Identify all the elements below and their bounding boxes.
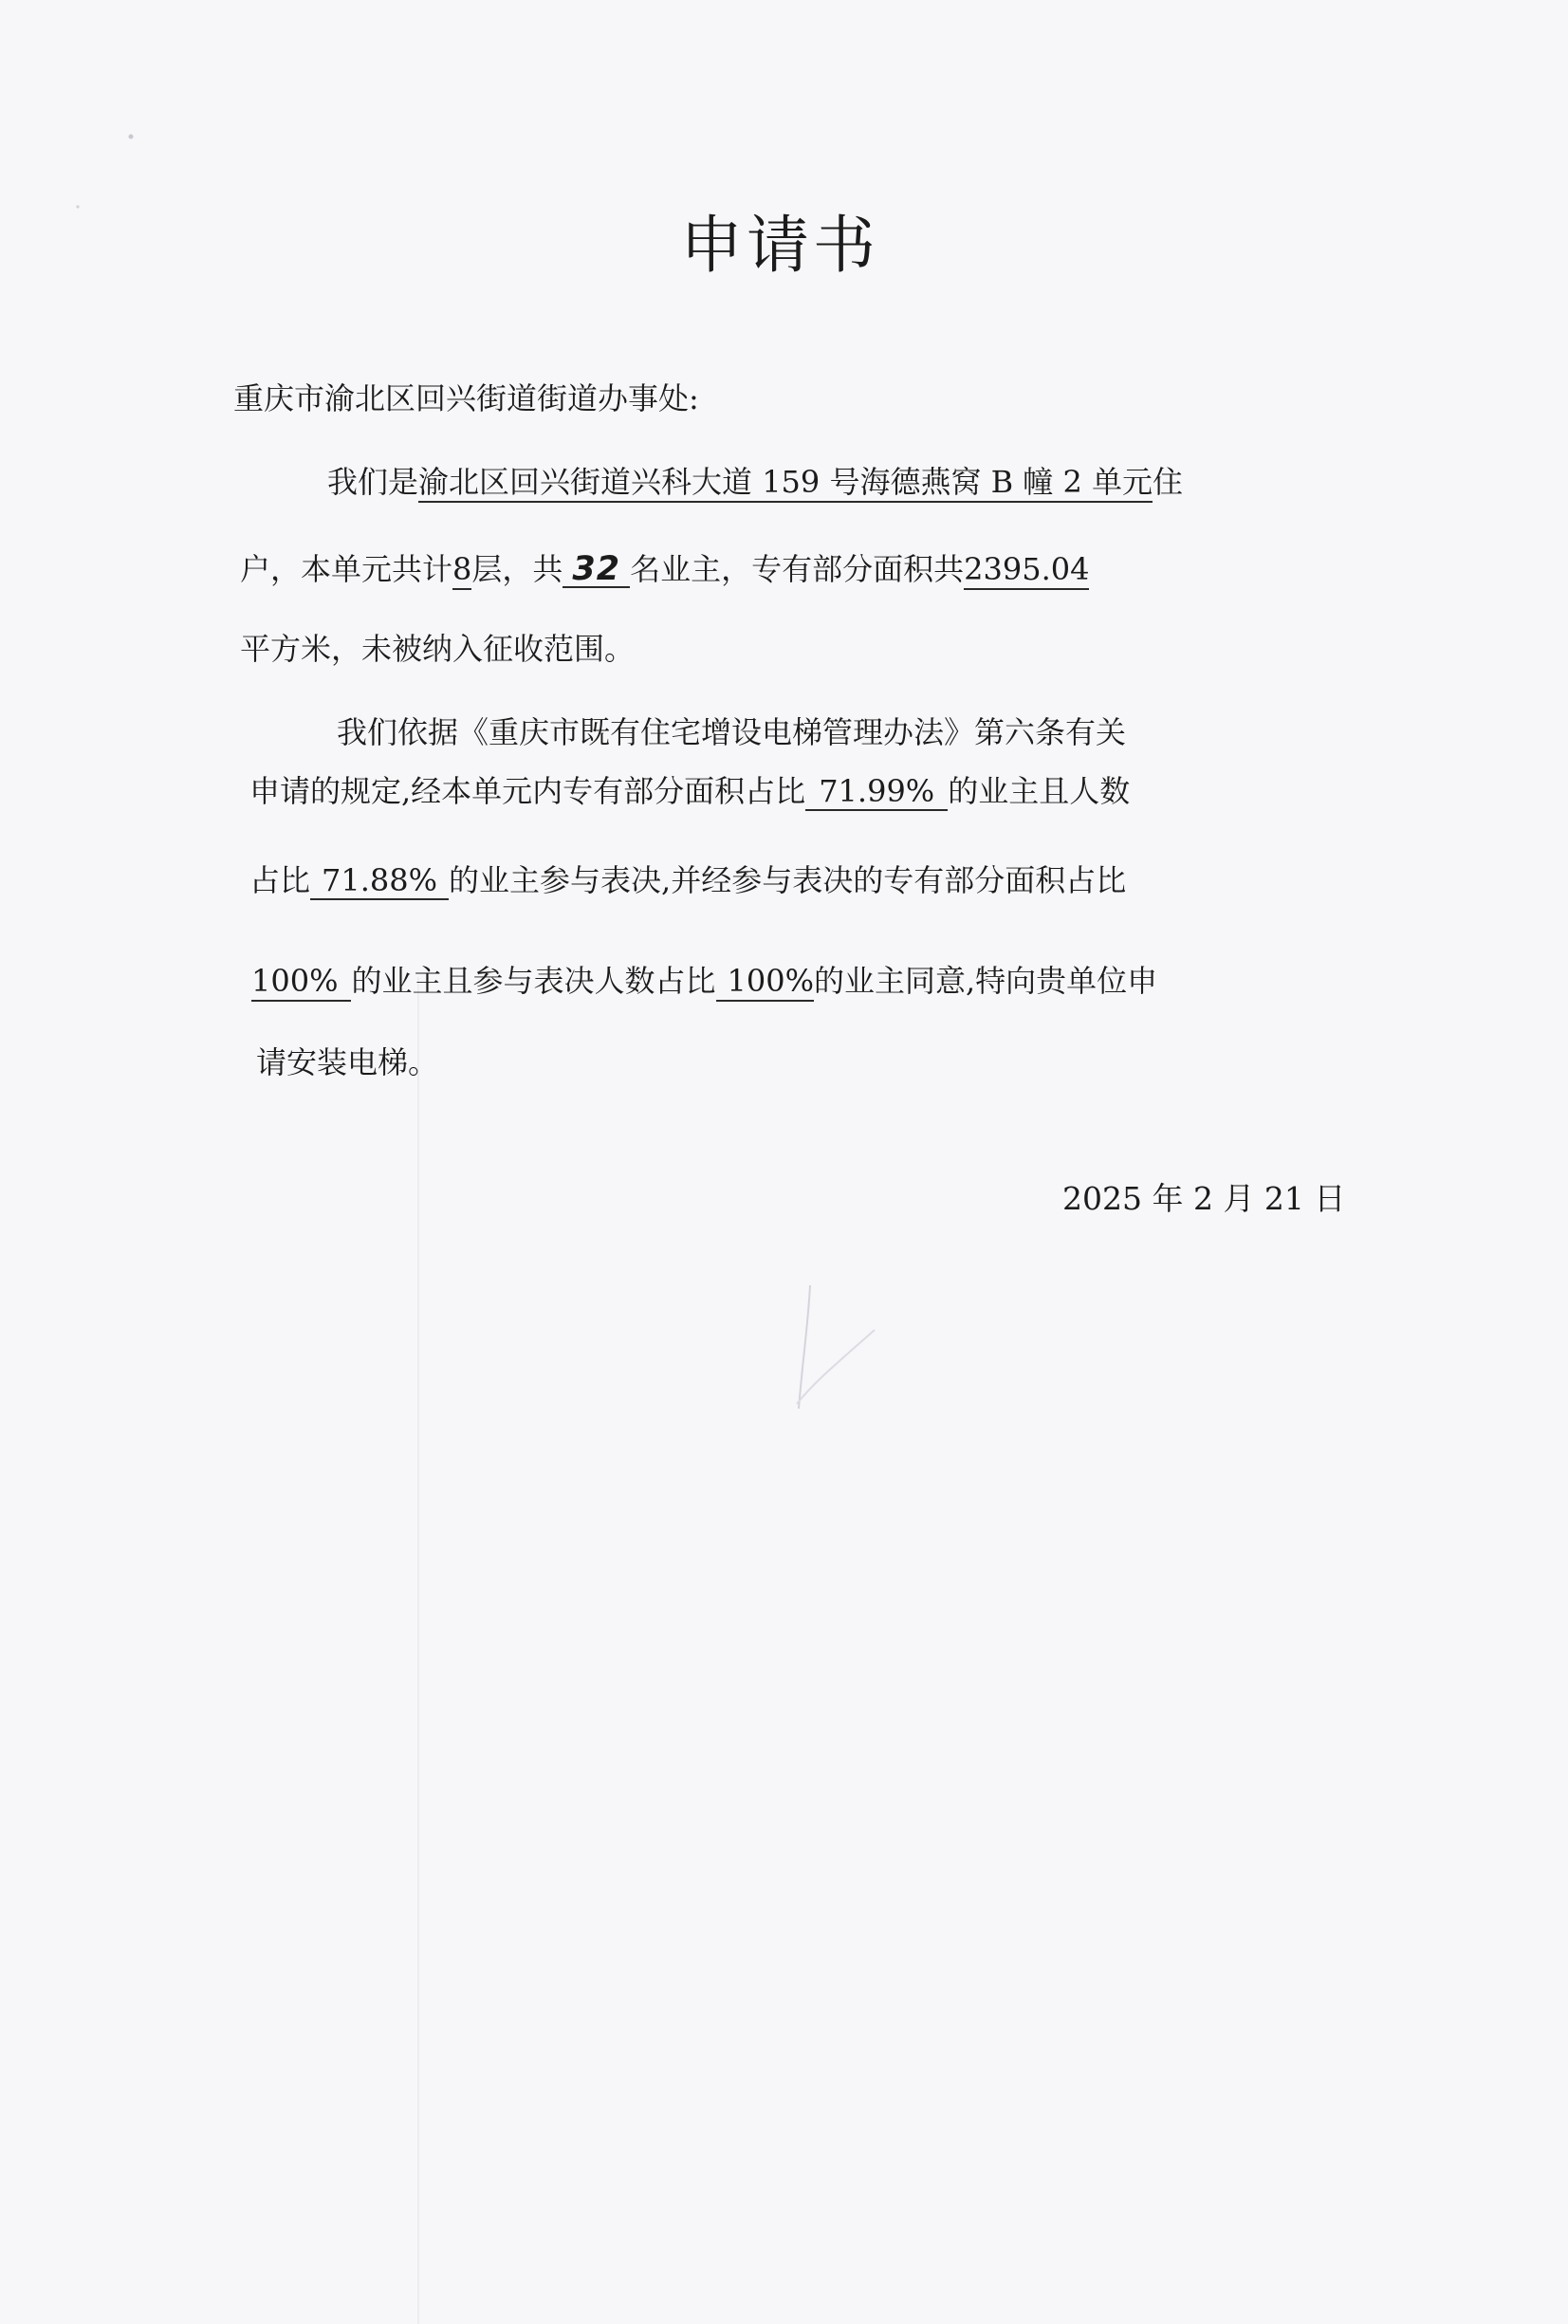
area-field: 2395.04	[964, 551, 1089, 590]
para2-line2	[249, 773, 1131, 809]
para2-line5: 请安装电梯。	[256, 1044, 439, 1080]
para2-text-a: 申请的规定,经本单元内专有部分面积占比	[249, 773, 806, 809]
para1-line2	[240, 550, 1090, 588]
document-date: 2025 年 2 月 21 日	[1062, 1180, 1346, 1217]
para2-line1: 我们依据《重庆市既有住宅增设电梯管理办法》第六条有关	[337, 714, 1127, 750]
para2-text-b: 的业主且人数	[948, 773, 1131, 809]
agree-area-ratio-field: 100%	[251, 963, 351, 1002]
document-title: 申请书	[680, 209, 879, 282]
para1-line3: 平方米，未被纳入征收范围。	[240, 631, 636, 667]
pencil-mark	[787, 1271, 892, 1432]
para2-line3	[249, 862, 1127, 898]
owners-handwritten: 32	[572, 550, 621, 588]
para1-text-c: 名业主，专有部分面积共	[630, 551, 965, 587]
scan-shadow	[417, 977, 419, 2324]
people-ratio-field: 71.88%	[310, 862, 449, 900]
agree-people-ratio-field: 100%	[716, 963, 814, 1002]
para2-text-c: 占比	[249, 862, 311, 898]
para1-suffix: 住	[1153, 464, 1184, 500]
area-ratio-field: 71.99%	[805, 773, 948, 811]
para1-prefix: 我们是	[327, 464, 419, 500]
para2-line4	[251, 963, 1158, 999]
para2-text-e: 的业主且参与表决人数占比	[351, 963, 716, 999]
paper-speck	[66, 123, 152, 228]
owners-field	[563, 550, 630, 588]
para2-text-f: 的业主同意,特向贵单位申	[813, 963, 1158, 999]
para1-text-a: 户，本单元共计	[240, 551, 453, 587]
para1-text-b: 层，共	[471, 551, 563, 587]
para1-line1	[327, 464, 1184, 500]
floors-field: 8	[452, 551, 471, 590]
address-field: 渝北区回兴街道兴科大道 159 号海德燕窝 B 幢 2 单元	[418, 464, 1153, 503]
recipient: 重庆市渝北区回兴街道街道办事处:	[233, 380, 699, 416]
para2-text-d: 的业主参与表决,并经参与表决的专有部分面积占比	[449, 862, 1127, 898]
